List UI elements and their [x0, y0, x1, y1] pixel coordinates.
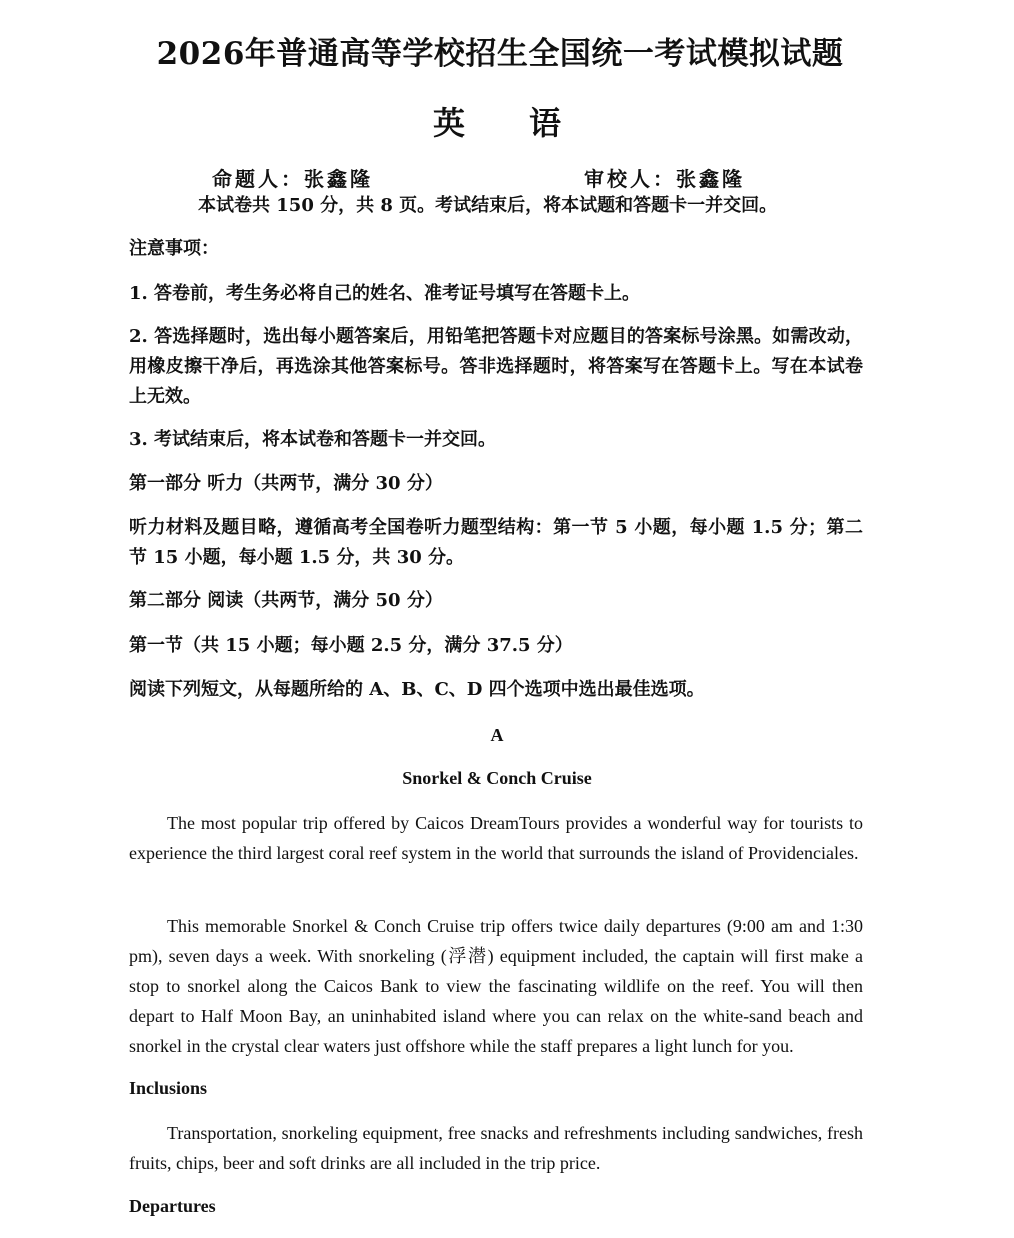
passage-paragraph-1: The most popular trip offered by Caicos DreamTours provides a wonderful way for tourists to experience the third largest coral reef system in the world that surrounds the island of Providenciales. [129, 813, 863, 863]
note-item-1: 1. 答卷前，考生务必将自己的姓名、准考证号填写在答题卡上。 [129, 283, 641, 304]
subject-title: 英语 [432, 104, 625, 142]
part1-heading: 第一部分 听力（共两节，满分 30 分） [129, 473, 443, 494]
reading-instruction: 阅读下列短文，从每题所给的 A、B、C、D 四个选项中选出最佳选项。 [129, 679, 705, 700]
notes-heading: 注意事项： [129, 238, 219, 259]
passage-title: Snorkel & Conch Cruise [402, 768, 592, 788]
inclusions-heading: Inclusions [129, 1078, 208, 1098]
setter-label: 命题人：张鑫隆 [212, 167, 373, 191]
exam-info: 本试卷共 150 分，共 8 页。考试结束后，将本试题和答题卡一并交回。 [198, 195, 778, 216]
note-item-2: 2. 答选择题时，选出每小题答案后，用铅笔把答题卡对应题目的答案标号涂黑。如需改动，用橡皮擦干净后，再选涂其他答案标号。答非选择题时，将答案写在答题卡上。写在本试卷上无效。 [129, 326, 863, 407]
departures-heading: Departures [129, 1196, 216, 1216]
inclusions-text: Transportation, snorkeling equipment, free snacks and refreshments including sandwiches, fresh fruits, chips, beer and soft drinks are all included in the trip price. [129, 1123, 863, 1173]
passage-label: A [490, 725, 504, 745]
exam-title: 2026年普通高等学校招生全国统一考试模拟试题 [156, 36, 844, 72]
passage-paragraph-2: This memorable Snorkel & Conch Cruise trip offers twice daily departures (9:00 am and 1:30 pm), seven days a week. With snorkeling (浮潜) equipment included, the captain will first make a stop to snorkel along the Caicos Bank to view the fascinating wildlife on the reef. You will then depart to Half Moon Bay, an uninhabited island where you can relax on the white-sand beach and snorkel in the crystal clear waters just offshore while the staff prepares a light lunch for you. [129, 916, 863, 1056]
reviewer-label: 审校人：张鑫隆 [584, 167, 745, 191]
note-item-3: 3. 考试结束后，将本试卷和答题卡一并交回。 [129, 429, 497, 450]
part2-section1: 第一节（共 15 小题；每小题 2.5 分，满分 37.5 分） [129, 635, 573, 656]
part1-description: 听力材料及题目略，遵循高考全国卷听力题型结构：第一节 5 小题，每小题 1.5 分；第二节 15 小题，每小题 1.5 分，共 30 分。 [129, 517, 863, 568]
part2-heading: 第二部分 阅读（共两节，满分 50 分） [129, 590, 443, 611]
